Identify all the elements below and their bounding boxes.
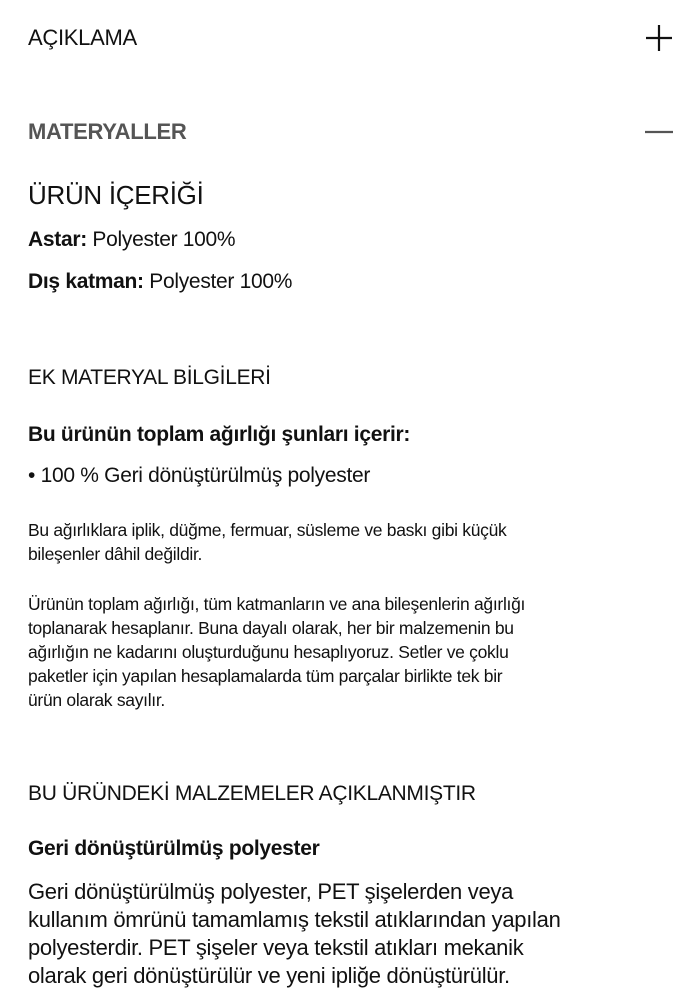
text-line: Bu ağırlıklara iplik, düğme, fermuar, süsleme ve baskı gibi küçük: [28, 520, 507, 540]
plus-icon[interactable]: [644, 23, 674, 53]
extra-info-heading: EK MATERYAL BİLGİLERİ: [28, 366, 271, 389]
weight-calculation-note: [28, 592, 525, 712]
weight-item: • 100 % Geri dönüştürülmüş polyester: [28, 464, 371, 487]
weight-note: [28, 519, 507, 566]
composition-value: Polyester 100%: [86, 228, 236, 251]
text-line: toplanarak hesaplanır. Buna dayalı olarak, her bir malzemenin bu: [28, 618, 514, 638]
text-line: paketler için yapılan hesaplamalarda tüm parçalar birlikte tek bir: [28, 666, 503, 686]
text-line: ürün olarak sayılır.: [28, 690, 165, 710]
text-line: kullanım ömrünü tamamlamış tekstil atıklarından yapılan: [28, 907, 561, 932]
composition-value: Polyester 100%: [143, 270, 293, 293]
text-line: ağırlığın ne kadarını oluşturduğunu hesaplıyoruz. Setler ve çoklu: [28, 642, 509, 662]
minus-icon[interactable]: [644, 117, 674, 147]
accordion-title: MATERYALLER: [28, 119, 187, 144]
text-line: Geri dönüştürülmüş polyester, PET şişelerden veya: [28, 879, 514, 904]
text-line: bileşenler dâhil değildir.: [28, 543, 203, 564]
composition-row: [28, 228, 235, 252]
composition-label: Dış katman:: [28, 270, 144, 293]
materials-explained-heading: BU ÜRÜNDEKİ MALZEMELER AÇIKLANMIŞTIR: [28, 782, 476, 805]
material-name: Geri dönüştürülmüş polyester: [28, 837, 320, 860]
text-line: polyesterdir. PET şişeler veya tekstil atıkları mekanik: [28, 935, 524, 960]
accordion-title: AÇIKLAMA: [28, 25, 137, 50]
weight-heading: Bu ürünün toplam ağırlığı şunları içerir:: [28, 423, 411, 446]
composition-row: [28, 270, 292, 294]
composition-heading: ÜRÜN İÇERİĞİ: [28, 180, 204, 210]
composition-label: Astar:: [28, 228, 87, 251]
text-line: Ürünün toplam ağırlığı, tüm katmanların ve ana bileşenlerin ağırlığı: [28, 594, 526, 614]
text-line: olarak geri dönüştürülür ve yeni ipliğe dönüştürülür.: [28, 963, 510, 988]
material-description: [28, 878, 561, 990]
